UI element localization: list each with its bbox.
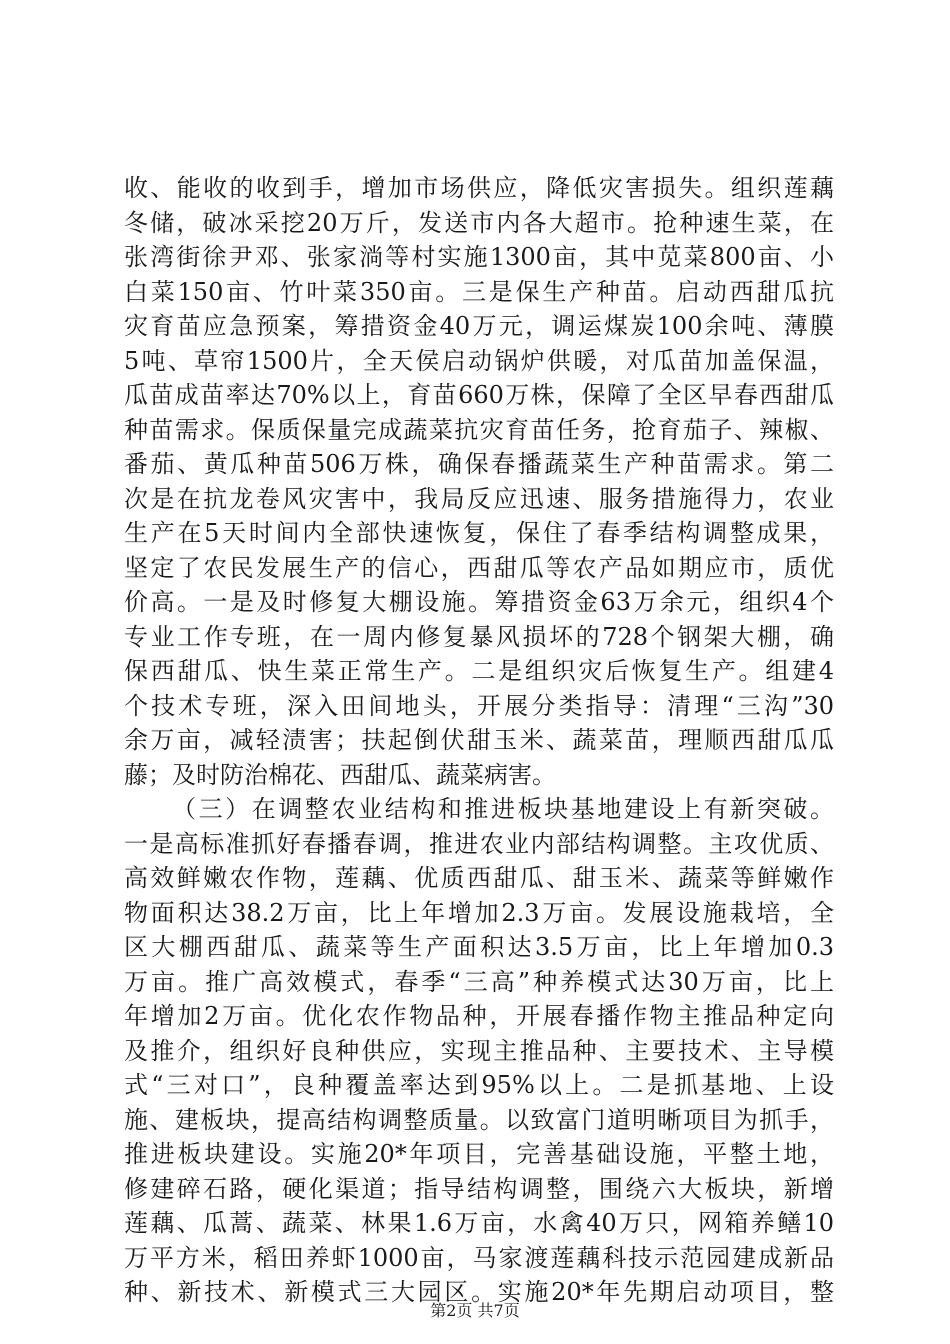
text-line: 式“三对口”，良种覆盖率达到95%以上。二是抓基地、上设	[124, 1071, 834, 1099]
text-line: （三）在调整农业结构和推进板块基地建设上有新突破。	[172, 795, 834, 823]
text-line: 施、建板块，提高结构调整质量。以致富门道明晰项目为抓手，	[124, 1105, 834, 1134]
text-line: 收、能收的收到手，增加市场供应，降低灾害损失。组织莲藕	[124, 174, 834, 202]
text-line: 专业工作专班，在一周内修复暴风损坏的728个钢架大棚，确	[124, 622, 834, 651]
text-line: 次是在抗龙卷风灾害中，我局反应迅速、服务措施得力，农业	[124, 484, 834, 513]
text-line: 5吨、草帘1500片，全天侯启动锅炉供暖，对瓜苗加盖保温，	[124, 346, 834, 375]
text-line: 物面积达38.2万亩，比上年增加2.3万亩。发展设施栽培，全	[124, 898, 834, 927]
text-line: 万亩。推广高效模式，春季“三高”种养模式达30万亩，比上	[124, 967, 834, 996]
text-line: 价高。一是及时修复大棚设施。筹措资金63万余元，组织4个	[124, 588, 834, 616]
text-line: 番茄、黄瓜种苗506万株，确保春播蔬菜生产种苗需求。第二	[124, 450, 834, 478]
text-line: 莲藕、瓜蒿、蔬菜、林果1.6万亩，水禽40万只，网箱养鳝10	[124, 1209, 834, 1237]
text-line: 生产在5天时间内全部快速恢复，保住了春季结构调整成果，	[124, 519, 834, 547]
text-line: 种苗需求。保质保量完成蔬菜抗灾育苗任务，抢育茄子、辣椒、	[124, 415, 834, 444]
text-line: 年增加2万亩。优化农作物品种，开展春播作物主推品种定向	[124, 1002, 834, 1030]
text-line: 区大棚西甜瓜、蔬菜等生产面积达3.5万亩，比上年增加0.3	[124, 933, 834, 961]
text-line: 及推介，组织好良种供应，实现主推品种、主要技术、主导模	[124, 1036, 834, 1065]
text-line: 万平方米，稻田养虾1000亩，马家渡莲藕科技示范园建成新品	[124, 1243, 834, 1272]
text-line: 余万亩，减轻渍害；扶起倒伏甜玉米、蔬菜苗，理顺西甜瓜瓜	[124, 726, 834, 754]
text-line: 保西甜瓜、快生菜正常生产。二是组织灾后恢复生产。组建4	[124, 657, 834, 685]
text-line: 白菜150亩、竹叶菜350亩。三是保生产种苗。启动西甜瓜抗	[124, 277, 834, 306]
text-line: 瓜苗成苗率达70%以上，育苗660万株，保障了全区早春西甜瓜	[124, 381, 834, 409]
document-body	[124, 171, 834, 1310]
page-footer: 第2页 共7页	[430, 1301, 520, 1320]
text-line: 种、新技术、新模式三大园区。实施20*年先期启动项目，整	[124, 1278, 834, 1306]
text-line: 推进板块建设。实施20*年项目，完善基础设施，平整土地，	[124, 1140, 834, 1168]
text-line: 坚定了农民发展生产的信心，西甜瓜等农产品如期应市，质优	[124, 553, 834, 582]
text-line: 个技术专班，深入田间地头，开展分类指导：清理“三沟”30	[124, 691, 834, 720]
text-line: 张湾街徐尹邓、张家淌等村实施1300亩，其中苋菜800亩、小	[124, 243, 834, 271]
text-line: 一是高标准抓好春播春调，推进农业内部结构调整。主攻优质、	[124, 829, 834, 858]
text-line: 藤；及时防治棉花、西甜瓜、蔬菜病害。	[124, 760, 556, 789]
text-line: 灾育苗应急预案，筹措资金40万元，调运煤炭100余吨、薄膜	[124, 312, 834, 340]
text-line: 冬储，破冰采挖20万斤，发送市内各大超市。抢种速生菜，在	[124, 208, 834, 237]
text-line: 高效鲜嫩农作物，莲藕、优质西甜瓜、甜玉米、蔬菜等鲜嫩作	[124, 864, 834, 892]
text-line: 修建碎石路，硬化渠道；指导结构调整，围绕六大板块，新增	[124, 1174, 834, 1203]
